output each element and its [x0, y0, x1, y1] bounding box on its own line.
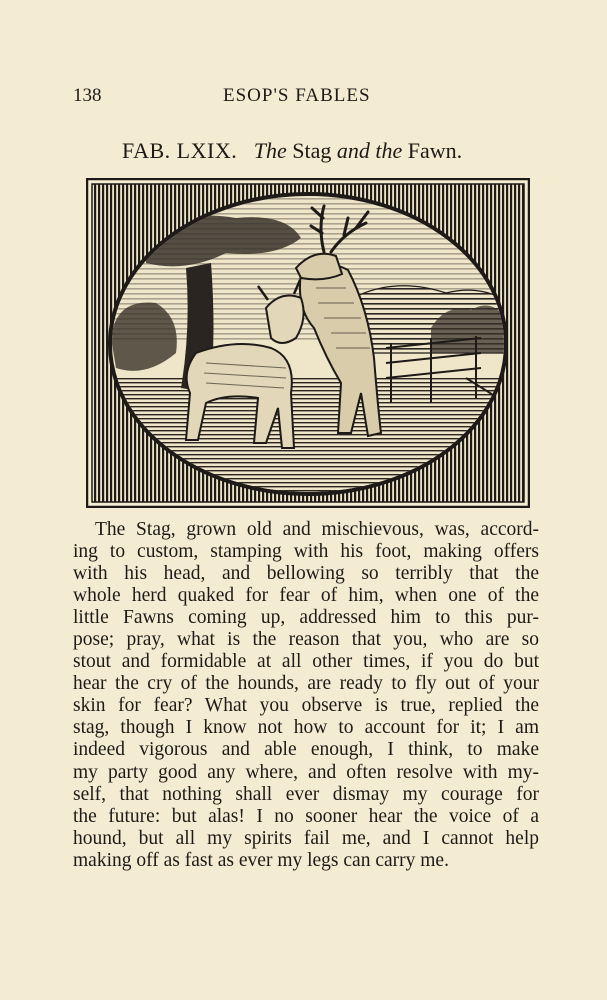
fable-heading	[122, 138, 462, 164]
body-line: whole herd quaked for fear of him, when one of the	[73, 585, 539, 607]
fable-title-fawn: Fawn.	[407, 138, 463, 163]
body-line: hound, but all my spirits fail me, and I cannot help	[73, 827, 539, 849]
body-line: stag, though I know not how to account for it; I am	[73, 717, 539, 739]
woodcut-illustration	[86, 178, 530, 508]
body-line: pose; pray, what is the reason that you, who are so	[73, 629, 539, 651]
body-line: little Fawns coming up, addressed him to this pur-	[73, 607, 539, 629]
fable-title-the: The	[253, 138, 287, 163]
body-line: indeed vigorous and able enough, I think, to make	[73, 739, 539, 761]
body-line: ing to custom, stamping with his foot, making offers	[73, 541, 539, 563]
fable-body	[73, 519, 539, 872]
body-line: with his head, and bellowing so terribly that the	[73, 563, 539, 585]
body-line: skin for fear? What you observe is true, replied the	[73, 695, 539, 717]
page-number: 138	[73, 85, 102, 106]
body-line: making off as fast as ever my legs can carry me.	[73, 849, 449, 871]
body-line: hear the cry of the hounds, are ready to fly out of your	[73, 673, 539, 695]
body-line: The Stag, grown old and mischievous, was, accord-	[95, 519, 539, 540]
body-line: my party good any where, and often resolve with my-	[73, 761, 539, 783]
book-title: ESOP'S FABLES	[223, 85, 371, 106]
running-head	[73, 85, 533, 109]
body-line: stout and formidable at all other times, if you do but	[73, 651, 539, 673]
body-line: self, that nothing shall ever dismay my courage for	[73, 783, 539, 805]
fable-title-and: and	[336, 138, 370, 163]
fable-title-stag: Stag	[292, 138, 332, 163]
fable-title-the2: the	[375, 138, 403, 163]
fable-number: FAB. LXIX.	[122, 138, 238, 163]
body-line: the future: but alas! I no sooner hear the voice of a	[73, 805, 539, 827]
